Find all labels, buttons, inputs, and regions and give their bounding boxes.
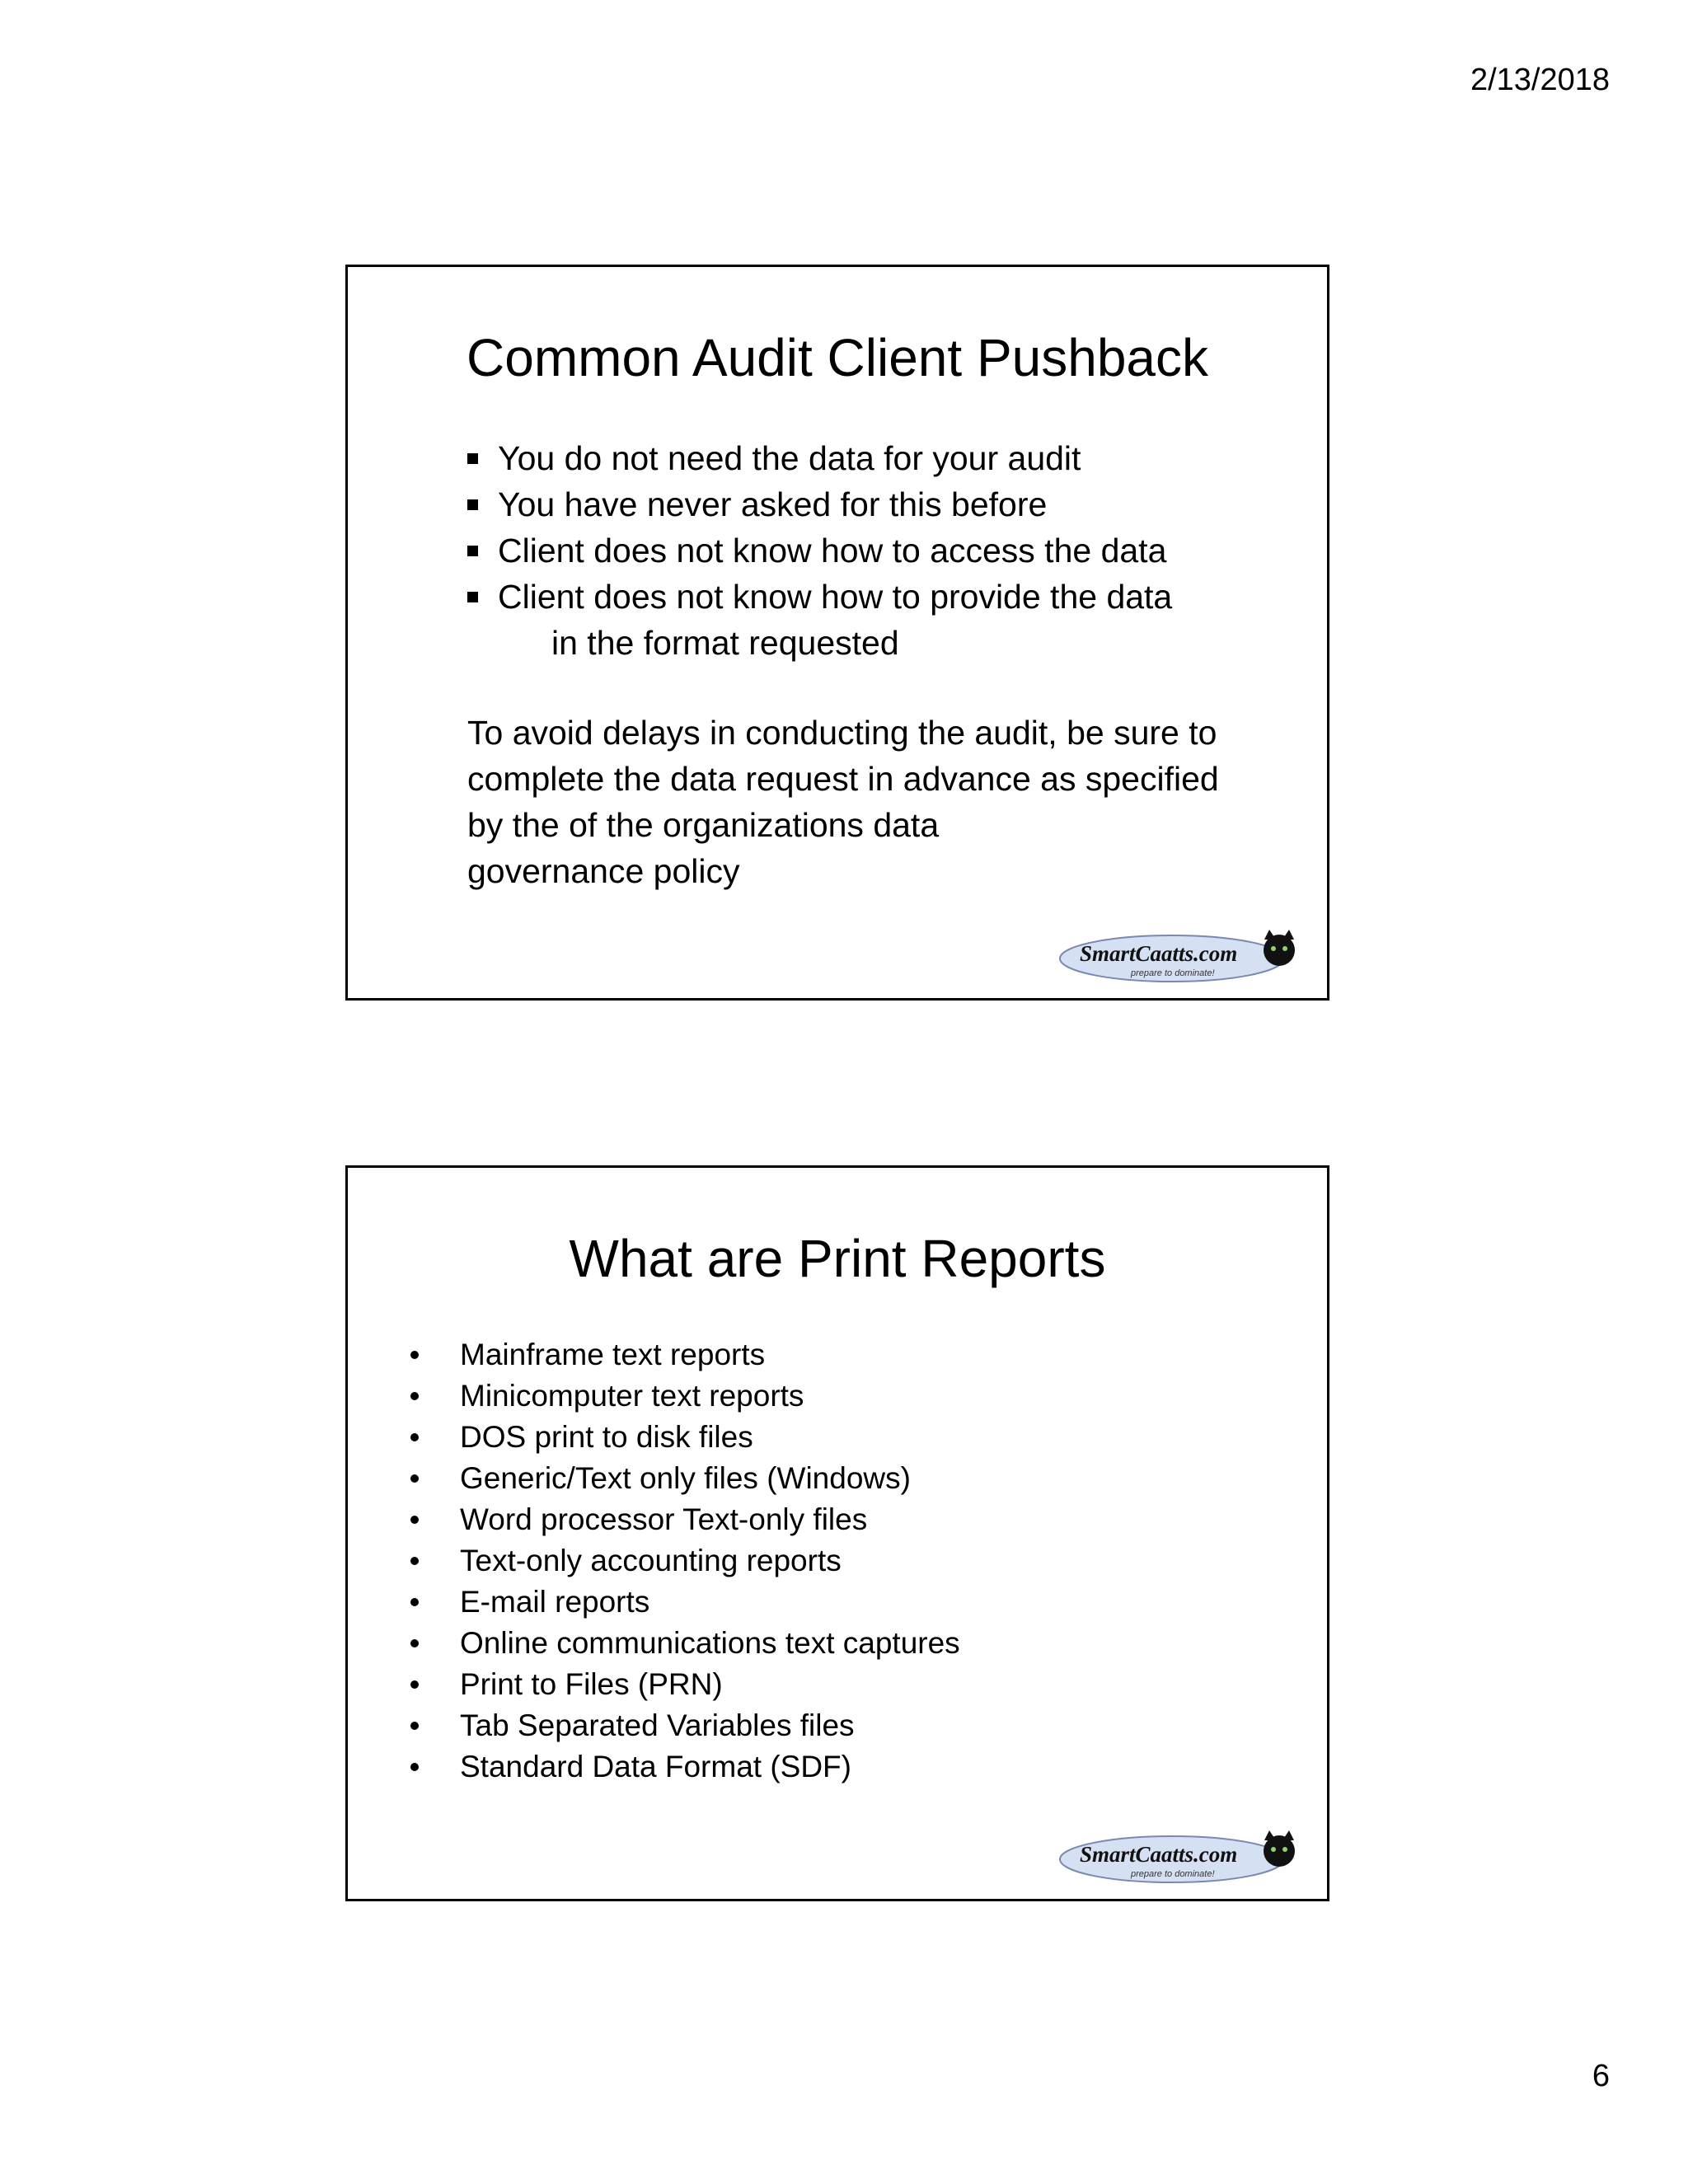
list-item: DOS print to disk files: [404, 1417, 960, 1458]
slide-what-are-print-reports: [345, 1165, 1329, 1901]
list-item: Tab Separated Variables files: [404, 1705, 960, 1746]
bullet-list: [404, 1334, 960, 1788]
square-bullet-icon: [467, 453, 478, 464]
dot-bullet-icon: [410, 1392, 419, 1400]
dot-bullet-icon: [410, 1516, 419, 1524]
dot-bullet-icon: [410, 1639, 419, 1647]
dot-bullet-icon: [410, 1433, 419, 1441]
smartcaatts-logo: [1057, 928, 1302, 986]
smartcaatts-logo: [1057, 1829, 1302, 1886]
dot-bullet-icon: [410, 1722, 419, 1730]
list-item: You do not need the data for your audit: [467, 435, 1172, 481]
bullet-list: [467, 435, 1172, 666]
svg-text:prepare to dominate!: prepare to dominate!: [1131, 968, 1215, 978]
dot-bullet-icon: [410, 1763, 419, 1771]
list-item: Standard Data Format (SDF): [404, 1746, 960, 1788]
cat-head-icon: [1264, 930, 1295, 966]
dot-bullet-icon: [410, 1474, 419, 1483]
list-item: Mainframe text reports: [404, 1334, 960, 1376]
list-item: Minicomputer text reports: [404, 1376, 960, 1417]
dot-bullet-icon: [410, 1351, 419, 1359]
list-item: Generic/Text only files (Windows): [404, 1458, 960, 1499]
list-item: Print to Files (PRN): [404, 1664, 960, 1705]
svg-text:SmartCaatts.com: SmartCaatts.com: [1080, 941, 1238, 966]
dot-bullet-icon: [410, 1598, 419, 1606]
dot-bullet-icon: [410, 1557, 419, 1565]
slide-title: What are Print Reports: [569, 1229, 1106, 1288]
svg-text:prepare to dominate!: prepare to dominate!: [1131, 1869, 1215, 1879]
square-bullet-icon: [467, 499, 478, 510]
page-number: 6: [1592, 2059, 1610, 2093]
list-item: You have never asked for this before: [467, 481, 1172, 527]
square-bullet-icon: [467, 546, 478, 556]
list-item: Client does not know how to access the data: [467, 527, 1172, 574]
list-item: Online communications text captures: [404, 1623, 960, 1664]
list-item: Text-only accounting reports: [404, 1540, 960, 1582]
list-item: Client does not know how to provide the data in the format requested: [467, 574, 1172, 666]
svg-text:SmartCaatts.com: SmartCaatts.com: [1080, 1842, 1238, 1867]
slide-paragraph: To avoid delays in conducting the audit, be sure to complete the data request in advance as specified by the of the organizations data governance policy: [467, 714, 1219, 890]
slide-common-audit-client-pushback: [345, 265, 1329, 1001]
list-item: Word processor Text-only files: [404, 1499, 960, 1540]
page-date: 2/13/2018: [1470, 63, 1610, 97]
square-bullet-icon: [467, 592, 478, 602]
slide-title: Common Audit Client Pushback: [467, 328, 1208, 387]
list-item-continuation: in the format requested: [551, 624, 899, 662]
cat-head-icon: [1264, 1830, 1295, 1867]
dot-bullet-icon: [410, 1680, 419, 1689]
list-item: E-mail reports: [404, 1582, 960, 1623]
